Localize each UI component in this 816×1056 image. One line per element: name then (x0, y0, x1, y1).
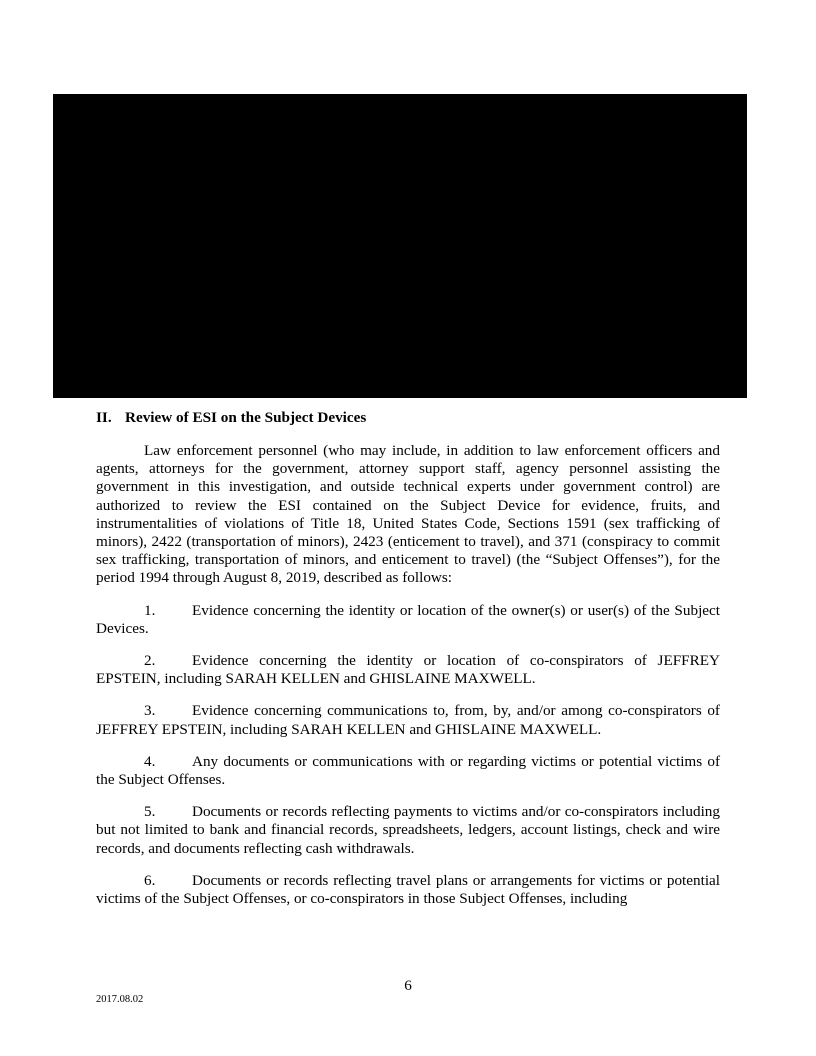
section-number: II. (96, 409, 112, 426)
item-number: 2. (144, 652, 156, 670)
list-item (96, 803, 720, 858)
item-text: Documents or records reflecting payments to victims and/or co-conspirators including but not limited to bank and financial records, spreadsheets, ledgers, account listings, check and wire records, and documents reflecting cash withdrawals. (96, 803, 720, 857)
list-item (96, 652, 720, 688)
intro-paragraph: Law enforcement personnel (who may include, in addition to law enforcement officers and agents, attorneys for the government, attorney support staff, agency personnel assisting the government in this investigation, and outside technical experts under government control) are authorized to review the ESI contained on the Subject Device for evidence, fruits, and instrumentalities of violations of Title 18, United States Code, Sections 1591 (sex trafficking of minors), 2422 (transportation of minors), 2423 (enticement to travel), and 371 (conspiracy to commit sex trafficking, transportation of minors, and enticement to travel) (the “Subject Offenses”), for the period 1994 through August 8, 2019, described as follows: (96, 442, 720, 587)
item-number: 1. (144, 601, 156, 619)
page-number: 6 (404, 977, 412, 994)
section-heading (96, 408, 720, 428)
item-number: 4. (144, 752, 156, 770)
footer-version-code: 2017.08.02 (96, 994, 144, 1005)
list-item (96, 753, 720, 789)
list-item (96, 702, 720, 738)
item-number: 5. (144, 803, 156, 821)
section-title: Review of ESI on the Subject Devices (125, 409, 367, 426)
redaction-block (53, 94, 747, 398)
item-number: 6. (144, 871, 156, 889)
list-item (96, 872, 720, 908)
item-text: Evidence concerning the identity or location of co-conspirators of JEFFREY EPSTEIN, including SARAH KELLEN and GHISLAINE MAXWELL. (96, 652, 720, 688)
item-text: Documents or records reflecting travel plans or arrangements for victims or potential victims of the Subject Offenses, or co-conspirators in those Subject Offenses, including (96, 871, 720, 908)
document-body (96, 408, 720, 922)
item-number: 3. (144, 702, 156, 720)
item-text: Evidence concerning communications to, from, by, and/or among co-conspirators of JEFFREY EPSTEIN, including SARAH KELLEN and GHISLAINE MAXWELL. (96, 702, 720, 738)
item-text: Any documents or communications with or regarding victims or potential victims of the Subject Offenses. (96, 752, 720, 789)
item-text: Evidence concerning the identity or location of the owner(s) or user(s) of the Subject Devices. (96, 601, 720, 637)
list-item (96, 602, 720, 638)
